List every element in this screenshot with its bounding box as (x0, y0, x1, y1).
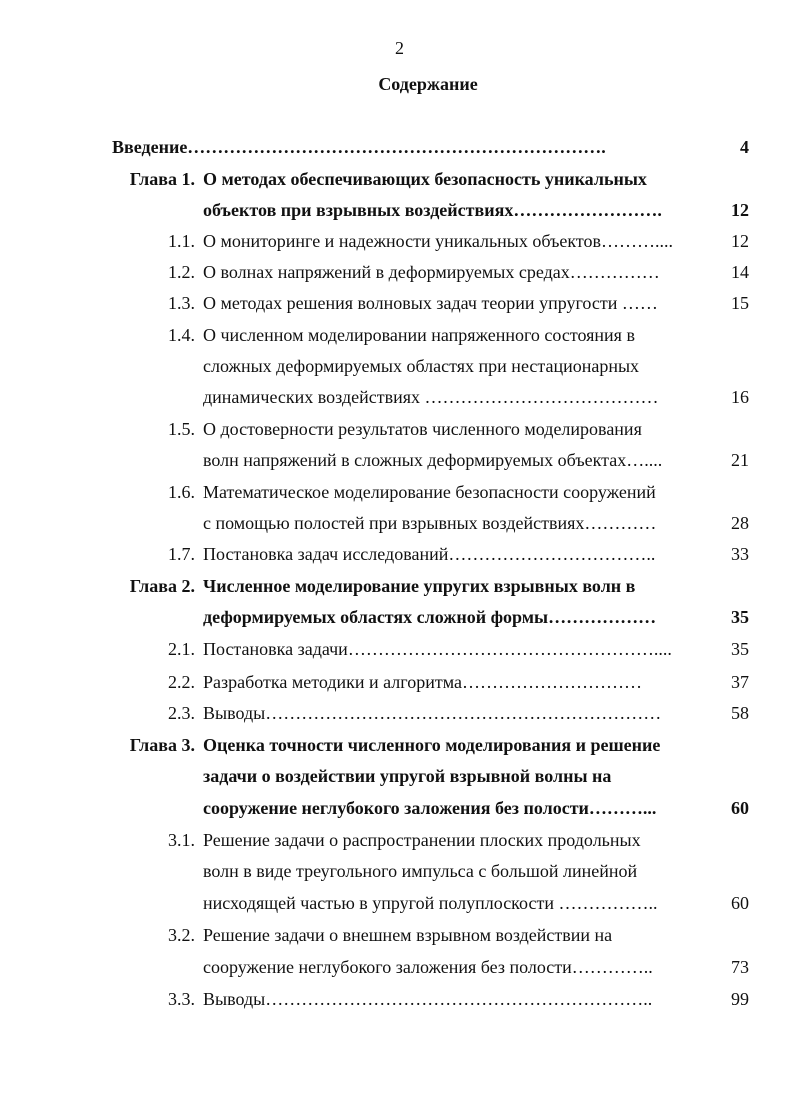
toc-entry (0, 920, 799, 951)
toc-entry-label: 2.3. (168, 703, 195, 723)
toc-entry-page: 16 (731, 387, 749, 407)
toc-entry (0, 477, 799, 508)
toc-entry-page: 60 (731, 798, 749, 818)
toc-entry-text: О достоверности результатов численного моделирования (203, 419, 642, 439)
toc-entry-label: 1.3. (168, 293, 195, 313)
toc-entry (0, 667, 799, 698)
toc-entry-label: 3.2. (168, 925, 195, 945)
toc-entry-label: 1.2. (168, 262, 195, 282)
toc-entry (0, 793, 799, 824)
toc-entry-page: 28 (731, 513, 749, 533)
toc-entry-text: динамических воздействиях ………………………………… (203, 387, 659, 407)
toc-entry (0, 257, 799, 288)
toc-entry-text: Математическое моделирование безопасности сооружений (203, 482, 656, 502)
page-title: Содержание (378, 74, 478, 94)
toc-entry (0, 351, 799, 382)
toc-entry-label: 2.2. (168, 672, 195, 692)
toc-entry-label: 1.5. (168, 419, 195, 439)
toc-entry (0, 730, 799, 761)
toc-entry-text: сложных деформируемых областях при нестационарных (203, 356, 640, 376)
toc-entry-introduction (0, 132, 799, 163)
toc-entry (0, 508, 799, 539)
toc-entry-text: деформируемых областях сложной формы……………… (203, 607, 657, 627)
toc-entry-text: Постановка задачи…………………………………………….... (203, 639, 672, 659)
toc-entry-page: 35 (731, 639, 749, 659)
toc-entry-page: 15 (731, 293, 749, 313)
toc-entry-label: 1.7. (168, 544, 195, 564)
toc-entry-label: Глава 1. (129, 169, 195, 189)
toc-entry-page: 35 (731, 607, 749, 627)
toc-entry (0, 382, 799, 413)
toc-entry-text: Численное моделирование упругих взрывных волн в (203, 576, 636, 596)
toc-entry-page: 12 (731, 200, 749, 220)
toc-entry-label: Глава 2. (129, 576, 195, 596)
toc-entry-text: задачи о воздействии упругой взрывной волны на (203, 766, 612, 786)
toc-entry-page: 73 (731, 957, 749, 977)
toc-entry (0, 825, 799, 856)
toc-entry-text: Постановка задач исследований…………………………….. (203, 544, 656, 564)
toc-entry (0, 539, 799, 570)
toc-entry-text: волн в виде треугольного импульса с большой линейной (203, 861, 638, 881)
toc-entry (0, 320, 799, 351)
toc-entry (0, 602, 799, 633)
toc-entry-text: Выводы………………………………………………………… (203, 703, 662, 723)
toc-entry-label: 2.1. (168, 639, 195, 659)
toc-entry-text: О методах обеспечивающих безопасность уникальных (203, 169, 647, 189)
toc-entry (0, 226, 799, 257)
toc-entry (0, 984, 799, 1015)
toc-entry-page: 58 (731, 703, 749, 723)
toc-entry-text: О методах решения волновых задач теории упругости …… (203, 293, 658, 313)
toc-entry-page: 99 (731, 989, 749, 1009)
toc-entry-text: Решение задачи о распространении плоских продольных (203, 830, 641, 850)
toc-entry-page: 12 (731, 231, 749, 251)
toc-entry-text: Разработка методики и алгоритма………………………… (203, 672, 642, 692)
toc-entry-label: 3.3. (168, 989, 195, 1009)
toc-entry-page: 21 (731, 450, 749, 470)
toc-entry-text: О мониторинге и надежности уникальных объектов……….... (203, 231, 674, 251)
toc-entry (0, 952, 799, 983)
toc-entry-text: О численном моделировании напряженного состояния в (203, 325, 635, 345)
toc-entry-text: О волнах напряжений в деформируемых средах…………… (203, 262, 660, 282)
toc-entry (0, 888, 799, 919)
toc-entry-page: 14 (731, 262, 749, 282)
toc-entry-label: 3.1. (168, 830, 195, 850)
toc-entry-text: Введение……………………………………………………………. (112, 137, 606, 157)
toc-entry-text: Выводы……………………………………………………….. (203, 989, 653, 1009)
toc-entry-text: с помощью полостей при взрывных воздействиях………… (203, 513, 657, 533)
toc-entry-label: 1.1. (168, 231, 195, 251)
toc-entry (0, 761, 799, 792)
toc-entry (0, 288, 799, 319)
toc-entry (0, 856, 799, 887)
toc-entry (0, 634, 799, 665)
toc-entry-page: 4 (740, 137, 749, 157)
toc-entry-label: 1.6. (168, 482, 195, 502)
toc-entry-text: сооружение неглубокого заложения без полости………….. (203, 957, 653, 977)
toc-entry-page: 60 (731, 893, 749, 913)
toc-entry-page: 37 (731, 672, 749, 692)
toc-entry (0, 164, 799, 195)
toc-entry-label: 1.4. (168, 325, 195, 345)
toc-entry (0, 571, 799, 602)
toc-entry (0, 195, 799, 226)
toc-entry-text: нисходящей частью в упругой полуплоскости …………….. (203, 893, 658, 913)
toc-entry (0, 414, 799, 445)
toc-entry-text: сооружение неглубокого заложения без полости………... (203, 798, 657, 818)
toc-entry-text: Решение задачи о внешнем взрывном воздействии на (203, 925, 613, 945)
toc-entry-text: объектов при взрывных воздействиях……………………. (203, 200, 662, 220)
toc-entry-text: волн напряжений в сложных деформируемых объектах….... (203, 450, 663, 470)
page-number: 2 (395, 38, 404, 58)
toc-entry-label: Глава 3. (129, 735, 195, 755)
toc-entry-page: 33 (731, 544, 749, 564)
toc-entry (0, 698, 799, 729)
toc-entry (0, 445, 799, 476)
toc-entry-text: Оценка точности численного моделирования и решение (203, 735, 661, 755)
